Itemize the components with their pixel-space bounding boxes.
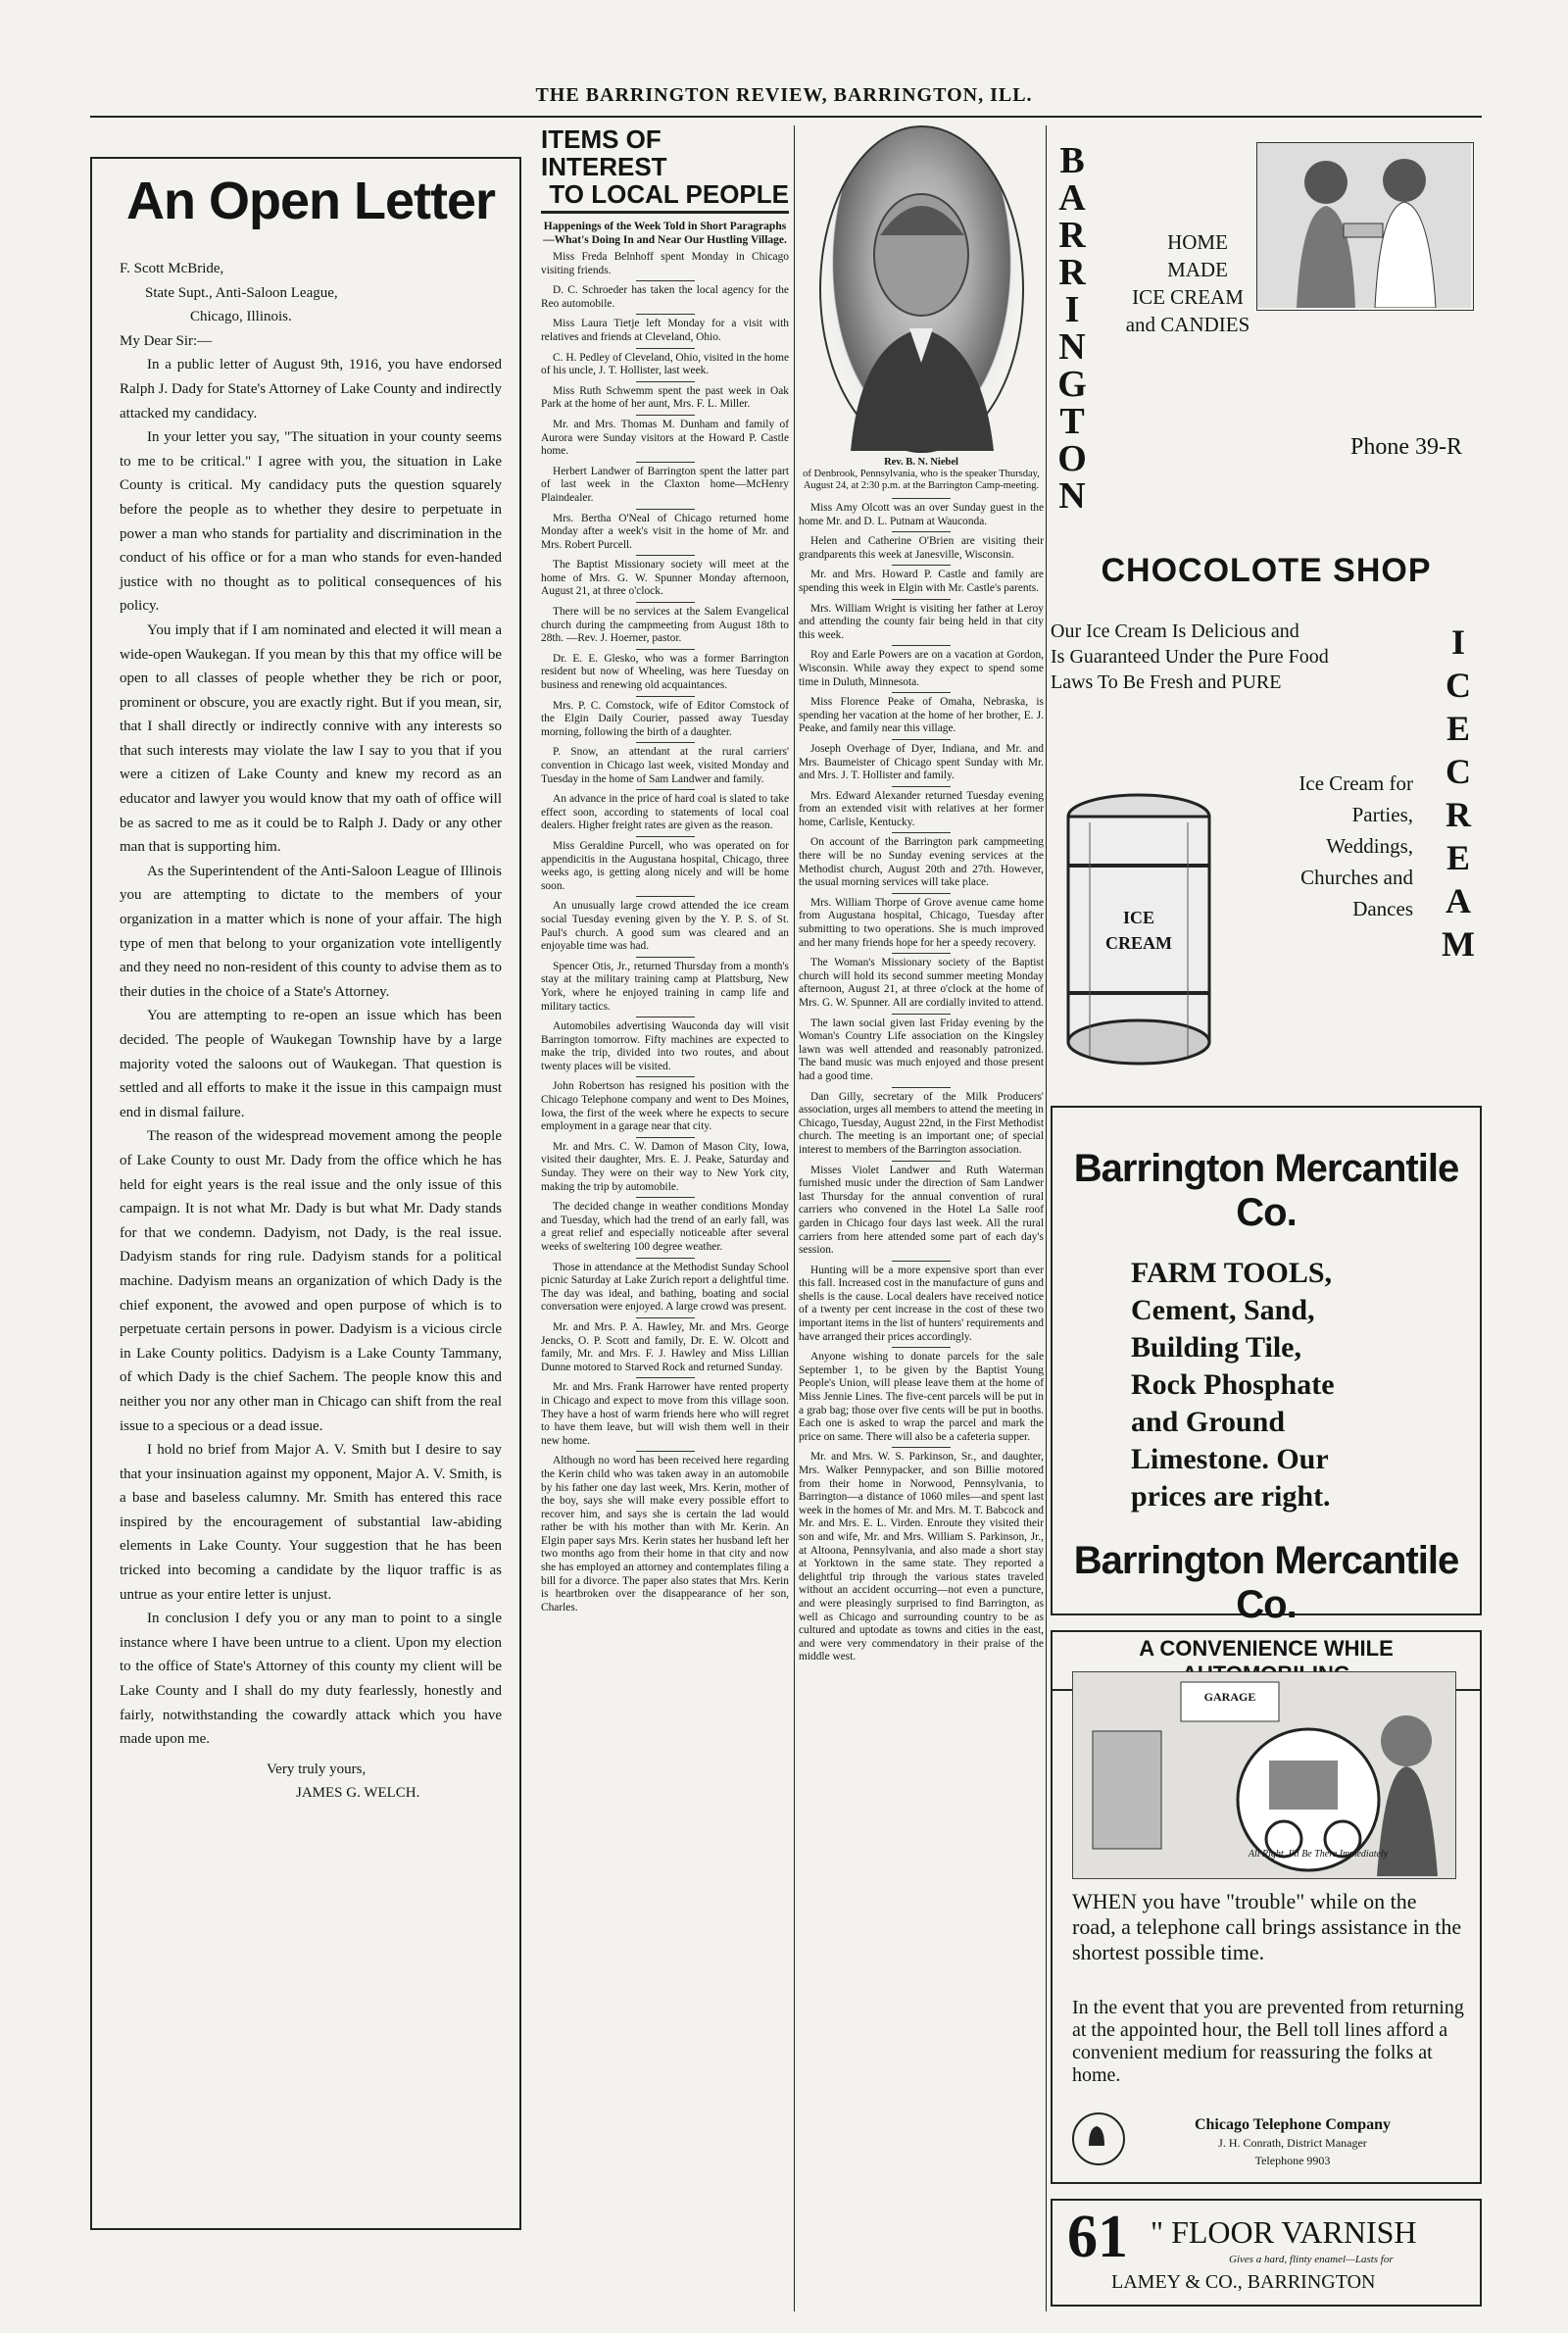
separator	[636, 1377, 695, 1378]
separator	[892, 1014, 951, 1015]
telephone-body2: In the event that you are prevented from returning at the appointed hour, the Bell toll lines afford a convenient medium for reassuring the folks at home.	[1072, 1997, 1464, 2086]
news-item: The lawn social given last Friday evening by the Woman's Country Life association on the Kingsley lawn was well attended and reasonably patronized. The band music was much enjoyed and those present had a good time.	[799, 1017, 1044, 1082]
items-title	[541, 125, 789, 214]
separator	[636, 1451, 695, 1452]
news-item: Mrs. P. C. Comstock, wife of Editor Comstock of the Elgin Daily Courier, passed away Tuesday morning, following the birth of a daughter.	[541, 699, 789, 738]
caption-name: Rev. B. N. Niebel	[884, 457, 958, 468]
slogan-line: Laws To Be Fresh and PURE	[1051, 671, 1282, 693]
news-item: Mr. and Mrs. W. S. Parkinson, Sr., and daughter, Mrs. Walker Pennypacker, and son Billie motored from their home in Norwood, Pennsylvania, to Barrington—a distance of 1060 miles—and spent last week in the homes of Mr. and Mrs. M. T. Babcock and Mr. and Mrs. E. L. Virden. Enroute they visited their son and wife, Mr. and Mrs. William S. Parkinson, Jr., at Altoona, Pennsylvania, and also made a short stay at Yorktown in the same state. They reported a delightful trip through the various states traveled without an accident occurring—not even a puncture, and were pleasingly surprised to find Barrington, as well as Chicago and surrounding country to be as cultured and uptodate as towns and cities in the east, and were very commendatory in their praise of the middle west.	[799, 1451, 1044, 1663]
separator	[892, 599, 951, 600]
letter-paragraph: In conclusion I defy you or any man to point to a single instance where I have been untrue to a client. Upon my election to the office of State's Attorney of this county my client will be Lake County and I shall do my duty fearlessly, honestly and fairly, notwithstanding the cowardly attack which you have made upon me.	[120, 1611, 502, 1748]
ice-cream-candies-text	[1100, 283, 1276, 338]
separator	[892, 1261, 951, 1262]
product-line: Building Tile,	[1131, 1331, 1301, 1364]
ad-line: HOME	[1167, 230, 1228, 254]
address-line: State Supt., Anti-Saloon League,	[145, 284, 338, 301]
separator	[636, 348, 695, 349]
vertical-barrington	[1053, 142, 1092, 515]
portrait-caption	[799, 457, 1044, 492]
telephone-ad	[1051, 1630, 1482, 2184]
masthead-rule	[90, 116, 1482, 118]
separator	[892, 645, 951, 646]
product-line: Rock Phosphate	[1131, 1368, 1335, 1401]
letter-paragraph: I hold no brief from Major A. V. Smith but I desire to say that your insinuation against my opponent, Major A. V. Smith, is a base and baseless calumny. Mr. Smith has entered this race inspired by the encouragement of substantial law-abiding elements in Lake County. Your suggestion that he has been tricked into becoming a candidate by the liquor traffic is as untrue as your entire letter is unjust.	[120, 1442, 502, 1603]
caption-text: of Denbrook, Pennsylvania, who is the speaker Thursday, August 24, at 2:30 p.m. at the Barrington Camp-meeting.	[803, 469, 1040, 491]
separator	[892, 1161, 951, 1162]
product-line: prices are right.	[1131, 1480, 1331, 1513]
separator	[892, 953, 951, 954]
items-column	[541, 125, 789, 2311]
news-item: Mrs. Bertha O'Neal of Chicago returned home Monday after a week's visit in the home of Mr. and Mrs. Robert Purcell.	[541, 512, 789, 551]
separator	[636, 280, 695, 281]
news-item: Miss Geraldine Purcell, who was operated on for appendicitis in the Augustana hospital, Chicago, three weeks ago, is getting along nicely and will be home soon.	[541, 839, 789, 892]
occasions-list	[1247, 768, 1413, 924]
ad-line: ICE CREAM	[1132, 285, 1244, 309]
news-item: Miss Florence Peake of Omaha, Nebraska, is spending her vacation at the home of her brother, E. J. Peake, and family near this village.	[799, 696, 1044, 735]
news-item: C. H. Pedley of Cleveland, Ohio, visited in the home of his uncle, J. T. Hollister, last week.	[541, 351, 789, 377]
portrait-figure-icon	[821, 127, 1022, 451]
portrait-photo	[819, 125, 1024, 453]
letter-address	[120, 257, 502, 353]
automobile-illustration	[1072, 1671, 1456, 1879]
ads-column	[1051, 125, 1482, 2311]
ice-cream-servers-illustration	[1256, 142, 1474, 311]
telephone-body1: WHEN you have "trouble" while on the road, a telephone call brings assistance in the shortest possible time.	[1072, 1889, 1462, 1964]
news-item: Mr. and Mrs. P. A. Hawley, Mr. and Mrs. George Jencks, O. P. Scott and family, Dr. E. W. Olcott and family, Mr. and Mrs. F. J. Hawley and Miss Lillian Dunne motored to Starved Rock and returned Sunday.	[541, 1320, 789, 1373]
news-item: Miss Ruth Schwemm spent the past week in Oak Park at the home of her aunt, Mrs. F. L. Miller.	[541, 384, 789, 411]
separator	[892, 1087, 951, 1088]
news-item: Mr. and Mrs. Howard P. Castle and family are spending this week in Elgin with Mr. Castle's parents.	[799, 569, 1044, 594]
varnish-tagline: Gives a hard, flinty enamel—Lasts for	[1229, 2254, 1394, 2265]
news-item: Anyone wishing to donate parcels for the sale September 1, to be given by the Baptist Young People's Union, will please leave them at the home of Miss Jennie Lines. The five-cent parcels will be put in a grab bag; those over five cents will be put in booths. Each one is asked to wrap the parcel and mark the price on same. There will also be a cafeteria supper.	[799, 1351, 1044, 1443]
separator	[892, 739, 951, 740]
letter-closing: Very truly yours,	[267, 1761, 367, 1777]
vertical-letters: B A R R I N G T O N	[1057, 140, 1087, 517]
occasion-item: Weddings,	[1326, 834, 1413, 858]
news-item: Herbert Landwer of Barrington spent the latter part of last week in the Claxton home—McHenry Plaindealer.	[541, 465, 789, 504]
news-item: Dr. E. E. Glesko, who was a former Barrington resident but now of Wheeling, was here Tuesday on business and renewing old acquaintances.	[541, 652, 789, 692]
separator	[892, 498, 951, 499]
masthead: THE BARRINGTON REVIEW, BARRINGTON, ILL.	[535, 84, 1033, 106]
news-item: Hunting will be a more expensive sport than ever this fall. Increased cost in the manufacture of guns and shells is the cause. Local dealers have received notice of a twenty per cent increase in the cost of these two important items in the list of hunters' requirements and have arranged their prices accordingly.	[799, 1264, 1044, 1343]
separator	[636, 1197, 695, 1198]
letter-paragraph: You imply that if I am nominated and elected it will mean a wide-open Waukegan. If you mean by this that my office will be open to all classes of people whether they be rich or poor, prominent or obscure, you are exactly right. But if you mean, sir, that I shall directly or indirectly connive with any interests so that such interests may violate the law I say to you that if you were a citizen of Lake County and knew my record as an educator and lawyer you would know that my oath of office will be as sacred to me as it could be to Ralph J. Dady or any other man that is supporting him.	[120, 621, 502, 856]
news-item: Roy and Earle Powers are on a vacation at Gordon, Wisconsin. While away they expect to spend some time in Duluth, Minnesota.	[799, 649, 1044, 688]
occasion-item: Parties,	[1351, 803, 1413, 826]
news-item: Miss Laura Tietje left Monday for a visit with relatives and friends at Cleveland, Ohio.	[541, 318, 789, 343]
news-item: An advance in the price of hard coal is slated to take effect soon, according to statements of local coal dealers. Higher freight rates are given as the reason.	[541, 793, 789, 832]
news-item: Mr. and Mrs. Frank Harrower have rented property in Chicago and expect to move from this village soon. They have a host of warm friends here who will regret to have them leave, but will wish them well in their new home.	[541, 1381, 789, 1447]
separator	[636, 555, 695, 556]
product-line: FARM TOOLS,	[1131, 1257, 1333, 1289]
ad-line: and CANDIES	[1125, 313, 1250, 336]
letter-paragraph: The reason of the widespread movement among the people of Lake County to oust Mr. Dady from the office which he has held for eight years is the real issue and the only issue of this campaign. It is not what Mr. Dady is but what Mr. Dady stands for that we condemn. Dadyism, not Dady, is the real issue. Dadyism stands for ring rule. Dadyism stands for a political machine. Dadyism means an organization of which Dady is the chief exponent, the avowed and open purpose of which is to perpetuate certain persons in power. Dadyism is a vicious circle in Lake County politics. Dadyism is a Lake County Tammany, of which Dady is the chief Sachem. The people know this and neither you nor any other man in Chicago can shift from the real issue to a specious or a dead issue.	[120, 1128, 502, 1434]
open-letter	[90, 157, 521, 2230]
mercantile-ad	[1051, 1106, 1482, 1626]
separator	[636, 696, 695, 697]
address-line: F. Scott McBride,	[120, 261, 224, 276]
separator	[636, 314, 695, 315]
news-item: Although no word has been received here regarding the Kerin child who was taken away in an automobile by his father one day last week, Mrs. Kerin, mother of the boy, says she will make every possible effort to recover him, and says she is certain the lad would rather be with his mother than with Mr. Kerin. An Elgin paper says Mrs. Kerin states her husband left her two months ago from their home in that city and now she has employed an attorney and contemplates filing a bill for a divorce. The paper also states that Mrs. Kerin is heartbroken over the disappearance of her son, Charles.	[541, 1455, 789, 1613]
district-manager: J. H. Conrath, District Manager	[1218, 2136, 1367, 2150]
slogan-line: Our Ice Cream Is Delicious and	[1051, 620, 1299, 642]
telephone-banner: A CONVENIENCE WHILE	[1053, 1636, 1480, 1691]
chocolate-shop-ad	[1051, 140, 1482, 1091]
news-item: Miss Amy Olcott was an over Sunday guest in the home Mr. and D. L. Putnam at Wauconda.	[799, 502, 1044, 527]
separator	[636, 957, 695, 958]
product-line: and Ground	[1131, 1406, 1286, 1438]
varnish-seller: LAMEY & CO., BARRINGTON	[1111, 2271, 1376, 2293]
news-item: On account of the Barrington park campmeeting there will be no Sunday evening services at the Methodist church, August 20th and 27th. However, the usual morning services will take place.	[799, 836, 1044, 889]
news-item: D. C. Schroeder has taken the local agency for the Reo automobile.	[541, 284, 789, 310]
separator	[636, 836, 695, 837]
separator	[636, 649, 695, 650]
illustration-caption: All Right, I'll Be There Immediately	[1248, 1849, 1389, 1860]
varnish-number: 61	[1067, 2204, 1128, 2270]
separator	[636, 1076, 695, 1077]
news-item: Mr. and Mrs. Thomas M. Dunham and family of Aurora were Sunday visitors at the Howard P. Castle home.	[541, 418, 789, 458]
separator	[636, 381, 695, 382]
letter-paragraph: In your letter you say, "The situation in your county seems to me to be critical." I agree with you, the situation in Lake County is critical. My candidacy puts the question squarely before the people as to whether they desire to perpetuate in power a man who stands for partiality and discrimination in the conduct of his office or for a man who stands for even-handed justice with no thought as to political consequences of his policy.	[120, 429, 502, 615]
separator	[892, 832, 951, 833]
news-item: Misses Violet Landwer and Ruth Waterman furnished music under the direction of Sam Landwer last Thursday for the annual convention of rural carriers who convened in the Hotel La Salle roof garden in Chicago four days last week. All the rural carriers from here attended some part of each day's session.	[799, 1164, 1044, 1257]
news-item: Dan Gilly, secretary of the Milk Producers' association, urges all members to attend the meeting in Chicago, Tuesday, August 22nd, in the First Methodist church. The meeting is an important one; of special interest to members of the Barrington association.	[799, 1090, 1044, 1156]
letter-paragraph: As the Superintendent of the Anti-Saloon League of Illinois you are attempting to dictate to the members of your organization in a matter which is none of your affair. The high type of men that belong to your organization vote intelligently and they need no non-resident of this county to advise them as to their duties in the choice of a State's Attorney.	[120, 863, 502, 1000]
home-made-text	[1129, 228, 1266, 283]
items-subtitle: Happenings of the Week Told in Short Paragraphs—What's Doing In and Near Our Hustling Village.	[543, 221, 787, 246]
news-item: The decided change in weather conditions Monday and Tuesday, which had the trend of an early fall, was a great relief and especially noticeable after several weeks of sweltering 100 degree weather.	[541, 1201, 789, 1253]
news-item: P. Snow, an attendant at the rural carriers' convention in Chicago last week, visited Monday and Tuesday in the home of Sam Landwer and family.	[541, 746, 789, 785]
shop-name: CHOCOLOTE SHOP	[1101, 552, 1432, 589]
news-item: The Baptist Missionary society will meet at the home of Mrs. G. W. Spunner Monday afternoon, August 21, at three o'clock.	[541, 559, 789, 598]
separator	[892, 893, 951, 894]
ad-line: MADE	[1167, 258, 1228, 281]
separator	[636, 742, 695, 743]
bell-logo-icon	[1072, 2112, 1125, 2165]
salutation: My Dear Sir:—	[120, 332, 213, 349]
local-news-column	[799, 125, 1044, 2311]
news-item: There will be no services at the Salem Evangelical church during the campmeeting from August 18th to 28th. —Rev. J. Hoerner, pastor.	[541, 606, 789, 645]
items-list	[541, 251, 789, 1614]
address-line: Chicago, Illinois.	[190, 309, 292, 325]
news-item: Joseph Overhage of Dyer, Indiana, and Mr. and Mrs. Baumeister of Chicago spent Sunday with Mr. and Mrs. J. T. Hollister and family.	[799, 742, 1044, 782]
items-title-line1: ITEMS OF INTEREST	[541, 125, 667, 181]
telephone-company-block	[1131, 2116, 1454, 2169]
separator	[636, 789, 695, 790]
tub-label: ICE CREAM	[1105, 908, 1172, 953]
letter-paragraph: You are attempting to re-open an issue which has been decided. The people of Waukegan Township have by a large majority voted the saloons out of Waukegan. That question is settled and all efforts to make it the issue in this campaign must end in dismal failure.	[120, 1008, 502, 1120]
women-serving-icon	[1257, 143, 1471, 308]
ice-cream-tub-illustration	[1060, 787, 1217, 1081]
news-item: Miss Freda Belnhoff spent Monday in Chicago visiting friends.	[541, 251, 789, 276]
company-name: Chicago Telephone Company	[1194, 2116, 1392, 2133]
column-divider	[794, 125, 795, 2311]
items-title-line2: TO LOCAL PEOPLE	[549, 179, 789, 209]
column-divider	[1046, 125, 1047, 2311]
news-item: Those in attendance at the Methodist Sunday School picnic Saturday at Lake Zurich report a delightful time. The day was ideal, and bathing, boating and social conversation were enjoyed. A large crowd was present.	[541, 1261, 789, 1314]
occasion-item: Churches and	[1300, 866, 1413, 889]
separator	[636, 602, 695, 603]
separator	[636, 509, 695, 510]
varnish-headline: " FLOOR VARNISH	[1151, 2214, 1417, 2250]
garage-sign: GARAGE	[1203, 1690, 1256, 1704]
occasion-item: Dances	[1352, 897, 1413, 920]
separator	[892, 565, 951, 566]
separator	[636, 896, 695, 897]
letter-signature: JAMES G. WELCH.	[296, 1785, 420, 1802]
separator	[636, 415, 695, 416]
separator	[636, 1017, 695, 1018]
local-news-list	[799, 502, 1044, 1664]
news-item: Mrs. William Thorpe of Grove avenue came home from Augustana hospital, Chicago, Tuesday after submitting to two operations. She is much improved and her many friends hope for her a speedy recovery.	[799, 896, 1044, 949]
separator	[636, 462, 695, 463]
shop-slogan	[1051, 619, 1403, 695]
separator	[892, 531, 951, 532]
occasion-item: Ice Cream for	[1298, 771, 1413, 795]
news-item: John Robertson has resigned his position with the Chicago Telephone company and went to Des Moines, Iowa, the first of the week where he expects to secure employment in a garage near that city.	[541, 1080, 789, 1133]
shop-phone: Phone 39-R	[1350, 434, 1462, 460]
news-item: An unusually large crowd attended the ice cream social Tuesday evening given by the Y. P. S. of St. Paul's church. A good sum was cleared and an enjoyable time was had.	[541, 900, 789, 953]
news-item: The Woman's Missionary society of the Baptist church will hold its second summer meeting Monday afternoon, August 21, at three o'clock at the home of Mrs. G. W. Spunner. All are cordially invited to attend.	[799, 957, 1044, 1009]
open-letter-title: An Open Letter	[125, 172, 496, 230]
separator	[892, 692, 951, 693]
vertical-ice-cream	[1439, 620, 1478, 966]
letter-paragraph: In a public letter of August 9th, 1916, you have endorsed Ralph J. Dady for State's Attorney of Lake County and indirectly attacked my candidacy.	[120, 357, 502, 422]
separator	[892, 1347, 951, 1348]
vertical-letters: I C E C R E A M	[1442, 622, 1475, 964]
news-item: Mrs. Edward Alexander returned Tuesday evening from an extended visit with relatives at her former home, Carlisle, Kentucky.	[799, 789, 1044, 828]
separator	[892, 786, 951, 787]
news-item: Mrs. William Wright is visiting her father at Leroy and attending the county fair being held in that city this week.	[799, 602, 1044, 641]
product-line: Limestone. Our	[1131, 1443, 1329, 1475]
news-item: Automobiles advertising Wauconda day will visit Barrington tomorrow. Fifty machines are expected to make the trip, divided into two routes, and about twenty places will be visited.	[541, 1020, 789, 1072]
mercantile-name: Barrington Mercantile Co.	[1073, 1147, 1459, 1234]
telephone-number: Telephone 9903	[1254, 2154, 1331, 2167]
news-item: Spencer Otis, Jr., returned Thursday from a month's stay at the military training camp at Plattsburg, New York, where he enjoyed training in camp life and military tactics.	[541, 960, 789, 1013]
separator	[636, 1317, 695, 1318]
separator	[636, 1258, 695, 1259]
news-item: Helen and Catherine O'Brien are visiting their grandparents this week at Janesville, Wisconsin.	[799, 535, 1044, 561]
separator	[892, 1447, 951, 1448]
mercantile-products	[1131, 1255, 1335, 1515]
product-line: Cement, Sand,	[1131, 1294, 1315, 1326]
mercantile-name-footer: Barrington Mercantile Co.	[1073, 1539, 1459, 1626]
news-item: Mr. and Mrs. C. W. Damon of Mason City, Iowa, visited their daughter, Mrs. E. J. Peake, Saturday and Sunday. They were on their way to New York city, making the trip by automobile.	[541, 1140, 789, 1193]
separator	[636, 1137, 695, 1138]
slogan-line: Is Guaranteed Under the Pure Food	[1051, 646, 1329, 668]
varnish-ad	[1051, 2199, 1482, 2307]
